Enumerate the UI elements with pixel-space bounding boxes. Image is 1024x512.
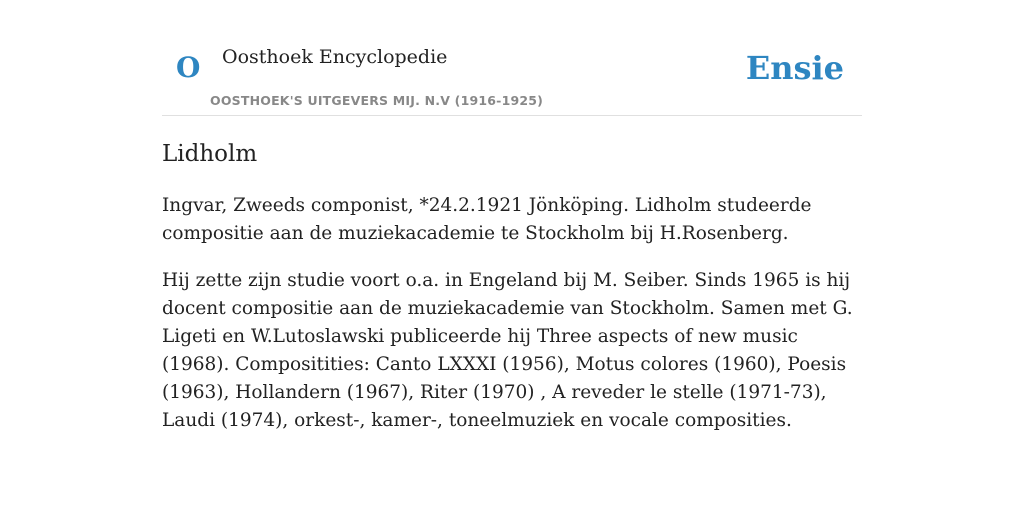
site-subtitle: OOSTHOEK'S UITGEVERS MIJ. N.V (1916-1925) <box>210 93 544 108</box>
logo-icon[interactable]: O <box>176 51 201 84</box>
article-paragraph: Hij zette zijn studie voort o.a. in Engeland bij M. Seiber. Sinds 1965 is hij docent compositie aan de muziekacademie van Stockholm. Samen met G. Ligeti en W.Lutoslawski publiceerde hij Three aspects of new music (1968). Compositities: Canto LXXXI (1956), Motus colores (1960), Poesis (1963), Hollandern (1967), Riter (1970) , A reveder le stelle (1971-73), Laudi (1974), orkest-, kamer-, toneelmuziek en vocale composities. <box>162 269 853 431</box>
site-header <box>162 32 862 116</box>
site-title[interactable]: Oosthoek Encyclopedie <box>222 46 448 68</box>
article-title: Lidholm <box>162 141 258 167</box>
page <box>162 0 862 435</box>
brand-link[interactable]: Ensie <box>745 49 844 87</box>
article-paragraph: Ingvar, Zweeds componist, *24.2.1921 Jönköping. Lidholm studeerde compositie aan de muziekacademie te Stockholm bij H.Rosenberg. <box>162 194 812 244</box>
